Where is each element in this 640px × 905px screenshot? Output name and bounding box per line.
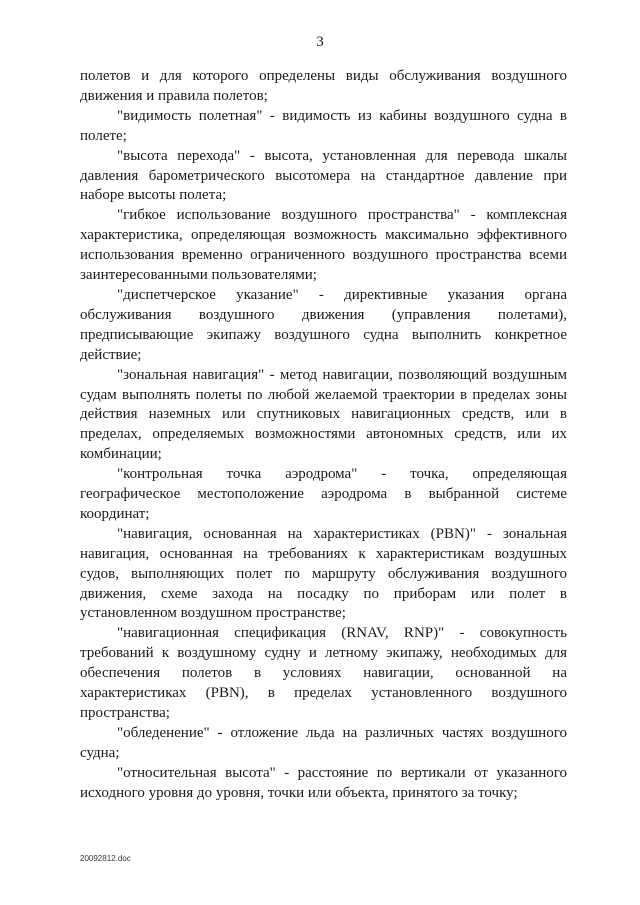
definition-transition-altitude: "высота перехода" - высота, установленная для перевода шкалы давления барометрического высотомера на стандартное давление при наборе высоты полета; xyxy=(80,147,567,204)
document-body xyxy=(80,67,567,804)
definition-aerodrome-reference-point: "контрольная точка аэродрома" - точка, определяющая географическое местоположение аэродрома в выбранной системе координат; xyxy=(80,466,567,522)
definition-area-navigation: "зональная навигация" - метод навигации, позволяющий воздушным судам выполнять полеты по любой желаемой траектории в пределах зоны действия наземных или спутниковых навигационных средств, или в пределах, определяемых возможностями автономных средств, или их комбинации; xyxy=(80,366,567,463)
definition-height: "относительная высота" - расстояние по вертикали от указанного исходного уровня до уровня, точки или объекта, принятого за точку; xyxy=(80,764,567,801)
page-number: 3 xyxy=(316,34,324,50)
definition-visibility-flight: "видимость полетная" - видимость из кабины воздушного судна в полете; xyxy=(80,107,567,144)
definition-navigation-specification: "навигационная спецификация (RNAV, RNP)" - совокупность требований к воздушному судну и летному экипажу, необходимых для обеспечения полетов в условиях навигации, основанной на характеристиках (PBN), в пределах установленного воздушного пространства; xyxy=(80,625,567,721)
paragraph-continuation: полетов и для которого определены виды обслуживания воздушного движения и правила полетов; xyxy=(80,68,567,104)
document-file-code: 20092812.doc xyxy=(80,854,131,863)
definition-pbn: "навигация, основанная на характеристиках (PBN)" - зональная навигация, основанная на требованиях к характеристикам воздушных судов, выполняющих полет по маршруту обслуживания воздушного движения, схеме захода на посадку по приборам или полет в установленном воздушном пространстве; xyxy=(80,525,567,622)
definition-atc-instruction: "диспетчерское указание" - директивные указания органа обслуживания воздушного движения (управления полетами), предписывающие экипажу воздушного судна выполнить конкретное действие; xyxy=(80,286,567,363)
definition-flexible-airspace-use: "гибкое использование воздушного пространства" - комплексная характеристика, определяющая возможность максимально эффективного использования временно ограниченного воздушного пространства всеми заинтересованными пользователями; xyxy=(80,207,567,284)
definition-icing: "обледенение" - отложение льда на различных частях воздушного судна; xyxy=(80,724,567,761)
